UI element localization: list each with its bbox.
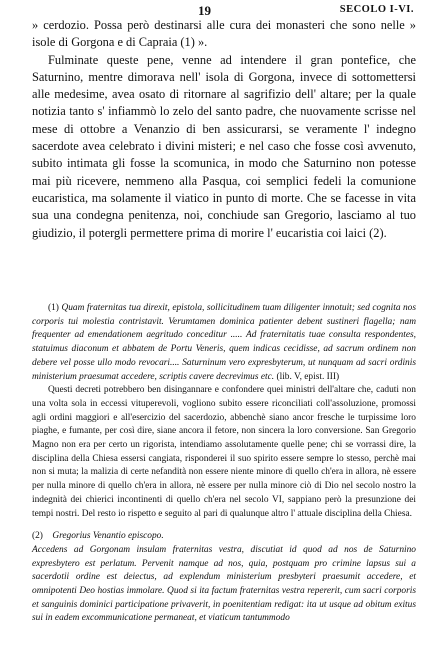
footnote-1-reference: (lib. V, epist. III) (276, 371, 340, 382)
footnote-1-commentary: Questi decreti potrebbero ben disingannare e confondere quei ministri dell'altare che, caduti non una volta sola in eccessi vituperevoli, vogliono subito essere riconciliati coll'assoluzione, promossi agli ordini maggiori e all'esercizio del sacerdozio, abbenchè siano ancor fresche le turpissime loro piaghe, e fumante, per così dire, siane ancora il fetore, non sincera la loro conversione. San Gregorio Magno non era per certo un rigorista, intendiamo assolutamente quelle pene; chi se vorrassi dire, la disciplina della Chiesa essersi cangiata, risponderei il suo spirito essere sempre lo stesso, perchè mai non si muta; la malizia di certe nefandità non essere niente minore di quello ch'era in allora, nè essere per nulla minore di quello ch'era in allora, nè essere per nulla minore ciò di Dio nel secolo nostro la indegnità dei chierici incontinenti di quello ch'era nel secolo VI, sappiano però la presunzione dei tempi nostri. Del resto io rispetto e seguito al pari di qualunque altro l' attuale disciplina della Chiesa. (32, 385, 416, 519)
main-paragraph-quote-end: » cerdozio. Possa però destinarsi alle cura dei monasteri che sono nelle » isole di Gorgona e di Capraia (1) ». (32, 18, 416, 50)
footnote-2-marker: (2) (32, 531, 43, 542)
running-head: SECOLO I-VI. (339, 4, 414, 15)
main-paragraph: Fulminate queste pene, venne ad intendere il gran pontefice, che Saturnino, mentre dimorava nell' isola di Gorgona, invece di sottomettersi alle medesime, avea osato di ritornare al sagrifizio dell' altare; per la quale notizia tanto s' infiammò lo zelo del santo padre, che nuovamente scrisse nel mese di ottobre a Venanzio di ben assicurarsi, se veramente l' indegno sacerdote avea celebrato i divini misteri; e nel caso che fosse così avvenuto, subito intimata gli fosse la scomunica, in modo che Saturnino non potesse mai più ricevere, nemmeno alla Pasqua, coi semplici fedeli la comunione eucaristica, ma solamente il viatico in punto di morte. Che se facesse in vita sua una condegna penitenza, noi, conchiude san Gregorio, lasciamo al tuo giudizio, il potergli permettere prima di morire l' eucaristia coi laici (2). (32, 52, 416, 240)
main-text (32, 17, 416, 242)
footnote-2-heading (32, 530, 416, 544)
page-header (0, 3, 432, 17)
footnote-2-title: Gregorius Venantio episcopo. (52, 531, 164, 542)
footnotes (32, 302, 416, 626)
footnote-1-latin: Quam fraternitas tua direxit, epistola, sollicitudinem tuam diligenter innotuit; sed cognita nos corporis tui molestia contristavit. Verumtamen dominica patienter debent sustineri flagella; nam frequenter ad emendationem aegritudo conceditur ..... Ad fraternitatis tuae consulta respondentes, statuimus diaconum et abbatem de Portu Veneris, quem indicas cecidisse, ad sacrum ordinem non debere vel posse ullo modo revocari.... Saturninum vero expresbyterum, ut nunquam ad sacri ordinis ministerium praesumat accedere, scriptis cavere decrevimus etc. (32, 303, 417, 382)
page-number: 19 (198, 3, 211, 18)
footnote-2-latin: Accedens ad Gorgonam insulam fraternitas vestra, discutiat id quod ad nos de Saturnino expresbytero est perlatum. Pervenit namque ad nos, quia, postquam pro crimine lapsus sui a sacerdotii ordine est deiectus, ad explendum ministerium presbyteri praesumit accedere, et omnipotenti Deo hostias immolare. Quod si ita factum fraternitas vestra repererit, cum sacri corporis et sanguinis dominici participatione privaverit, in poenitentiam redigat: ita ut usque ad obitum exitus sui in eadem excommunicatione permaneat, et viaticum tantummodo (32, 544, 416, 624)
footnote-1 (32, 302, 416, 384)
footnote-1-marker: (1) (48, 303, 59, 313)
